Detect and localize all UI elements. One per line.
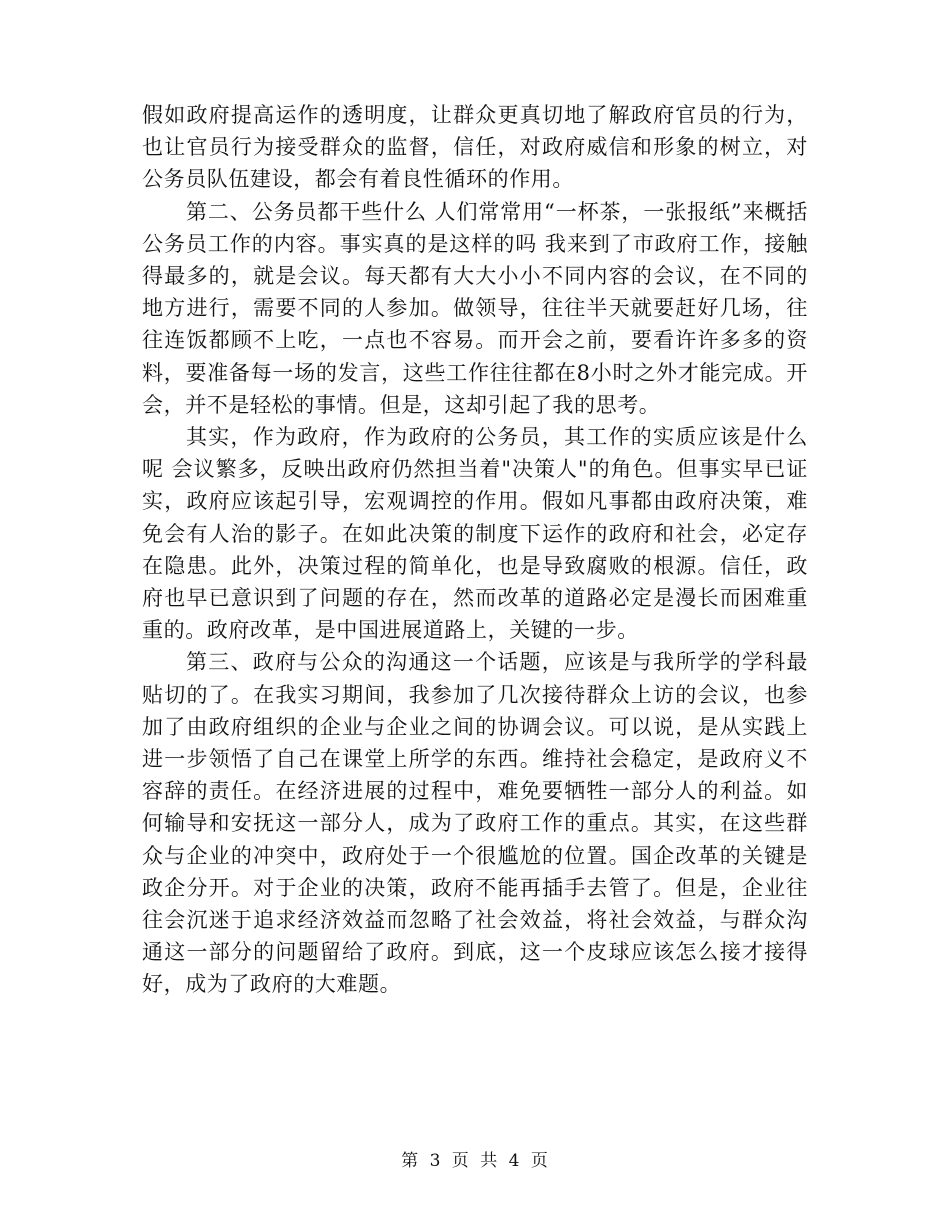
document-body [142, 99, 808, 1001]
page-number-footer: 第 3 页 共 4 页 [401, 1151, 549, 1171]
paragraph-3: 其实，作为政府，作为政府的公务员，其工作的实质应该是什么呢 会议繁多，反映出政府仍然担当着"决策人"的角色。但事实早已证实，政府应该起引导，宏观调控的作用。假如凡事都由政府决策，难免会有人治的影子。在如此决策的制度下运作的政府和社会，必定存在隐患。此外，决策过程的简单化，也是导致腐败的根源。信任，政府也早已意识到了问题的存在，然而改革的道路必定是漫长而困难重重的。政府改革，是中国进展道路上，关键的一步。 [142, 425, 808, 643]
paragraph-1: 假如政府提高运作的透明度，让群众更真切地了解政府官员的行为，也让官员行为接受群众的监督，信任，对政府威信和形象的树立，对公务员队伍建设，都会有着良性循环的作用。 [142, 103, 808, 192]
paragraph-2: 第二、公务员都干些什么 人们常常用“一杯茶，一张报纸”来概括公务员工作的内容。事实真的是这样的吗 我来到了市政府工作，接触得最多的，就是会议。每天都有大大小小不同内容的会议，在不同的地方进行，需要不同的人参加。做领导，往往半天就要赶好几场，往往连饭都顾不上吃，一点也不容易。而开会之前，要看许许多多的资料，要准备每一场的发言，这些工作往往都在8小时之外才能完成。开会，并不是轻松的事情。但是，这却引起了我的思考。 [142, 199, 808, 417]
paragraph-4: 第三、政府与公众的沟通这一个话题，应该是与我所学的学科最贴切的了。在我实习期间，我参加了几次接待群众上访的会议，也参加了由政府组织的企业与企业之间的协调会议。可以说，是从实践上进一步领悟了自己在课堂上所学的东西。维持社会稳定，是政府义不容辞的责任。在经济进展的过程中，难免要牺牲一部分人的利益。如何输导和安抚这一部分人，成为了政府工作的重点。其实，在这些群众与企业的冲突中，政府处于一个很尴尬的位置。国企改革的关键是政企分开。对于企业的决策，政府不能再插手去管了。但是，企业往往会沉迷于追求经济效益而忽略了社会效益，将社会效益，与群众沟通这一部分的问题留给了政府。到底，这一个皮球应该怎么接才接得好，成为了政府的大难题。 [142, 650, 808, 997]
